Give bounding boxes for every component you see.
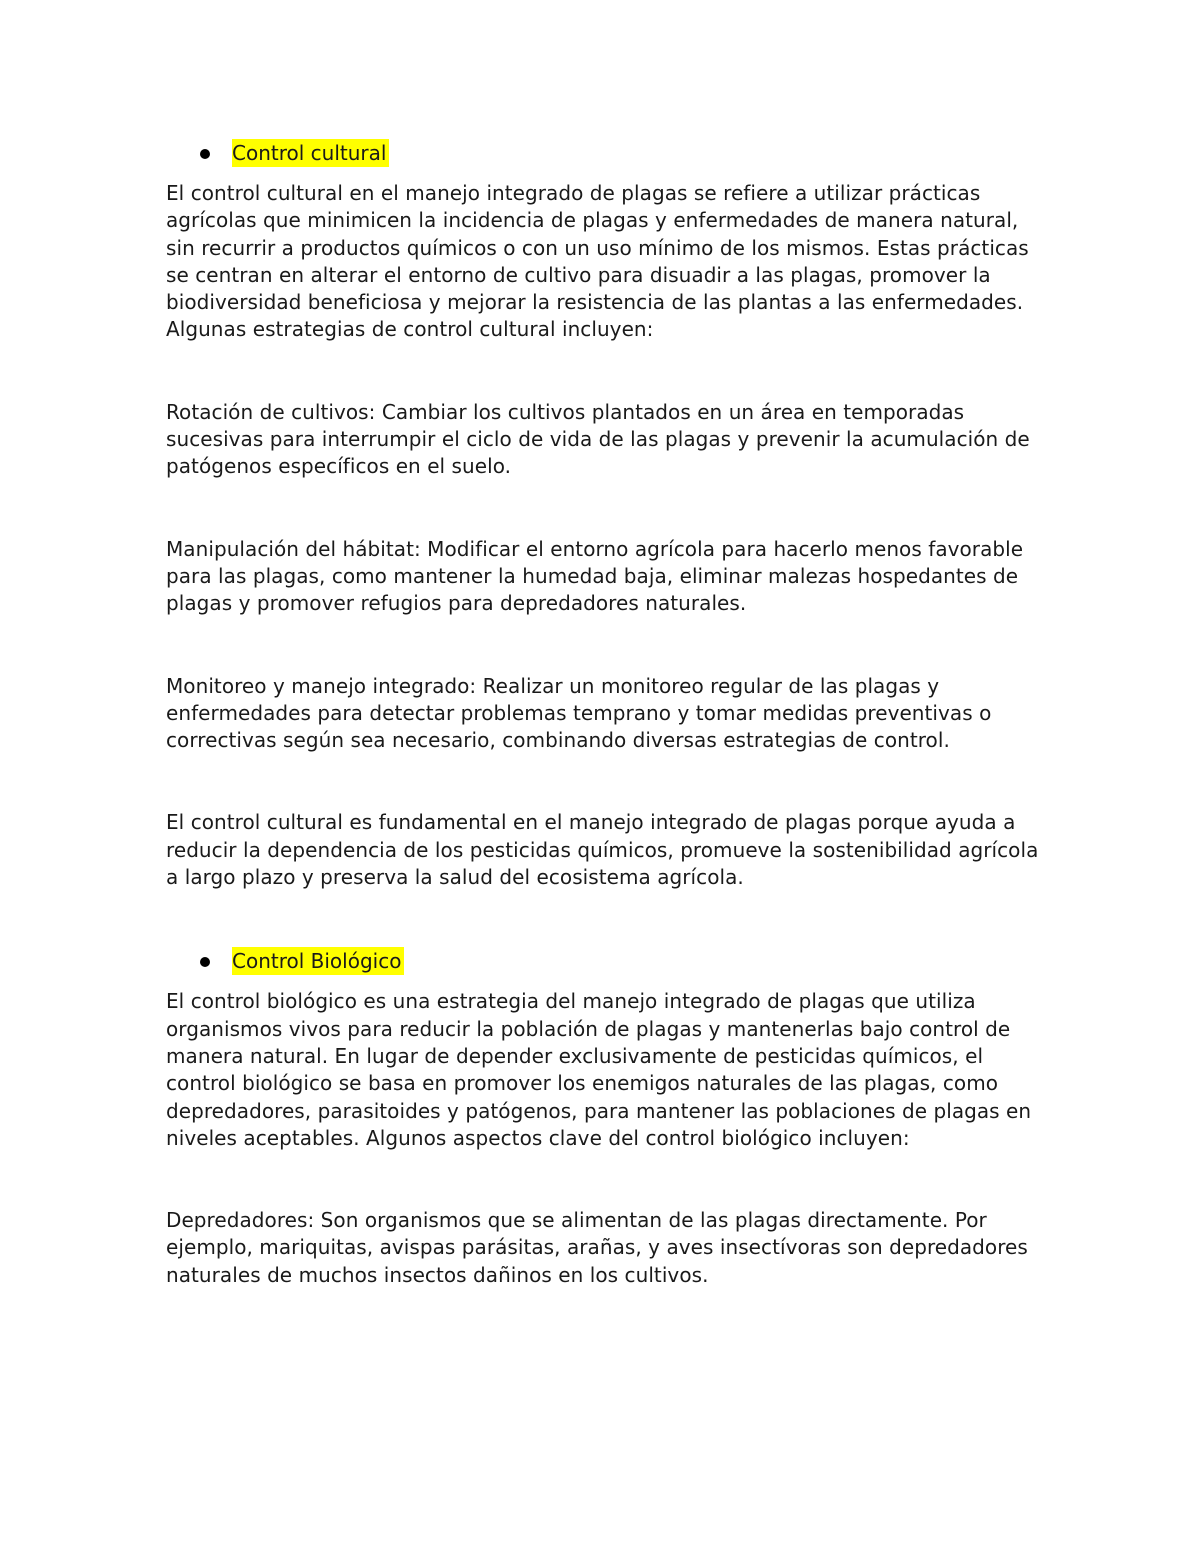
highlighted-heading: Control Biológico (232, 947, 404, 975)
bullet-icon (200, 957, 210, 967)
document-page (166, 138, 1046, 1289)
paragraph-intro-biologico: El control biológico es una estrategia del manejo integrado de plagas que utiliza organismos vivos para reducir la población de plagas y mantenerlas bajo control de manera natural. En lugar de depender exclusivamente de pesticidas químicos, el control biológico se basa en promover los enemigos naturales de las plagas, como depredadores, parasitoides y patógenos, para mantener las poblaciones de plagas en niveles aceptables. Algunos aspectos clave del control biológico incluyen: (166, 989, 1032, 1150)
section-heading-biologico (200, 946, 1046, 976)
highlighted-heading: Control cultural (232, 139, 389, 167)
paragraph-habitat: Manipulación del hábitat: Modificar el entorno agrícola para hacerlo menos favorable para las plagas, como mantener la humedad baja, eliminar malezas hospedantes de plagas y promover refugios para depredadores naturales. (166, 536, 1024, 616)
paragraph-monitoreo: Monitoreo y manejo integrado: Realizar un monitoreo regular de las plagas y enfermedades para detectar problemas temprano y tomar medidas preventivas o correctivas según sea necesario, combinando diversas estrategias de control. (166, 673, 992, 753)
paragraph-depredadores: Depredadores: Son organismos que se alimentan de las plagas directamente. Por ejemplo, mariquitas, avispas parásitas, arañas, y aves insectívoras son depredadores naturales de muchos insectos dañinos en los cultivos. (166, 1208, 1028, 1287)
paragraph-intro-cultural: El control cultural en el manejo integrado de plagas se refiere a utilizar prácticas agrícolas que minimicen la incidencia de plagas y enfermedades de manera natural, sin recurrir a productos químicos o con un uso mínimo de los mismos. Estas prácticas se centran en alterar el entorno de cultivo para disuadir a las plagas, promover la biodiversidad beneficiosa y mejorar la resistencia de las plantas a las enfermedades. Algunas estrategias de control cultural incluyen: (166, 181, 1029, 342)
section-heading-cultural (200, 138, 1046, 168)
bullet-icon (200, 149, 210, 159)
paragraph-rotacion: Rotación de cultivos: Cambiar los cultivos plantados en un área en temporadas sucesivas para interrumpir el ciclo de vida de las plagas y prevenir la acumulación de patógenos específicos en el suelo. (166, 399, 1030, 479)
paragraph-conclusion-cultural: El control cultural es fundamental en el manejo integrado de plagas porque ayuda a reducir la dependencia de los pesticidas químicos, promueve la sostenibilidad agrícola a largo plazo y preserva la salud del ecosistema agrícola. (166, 810, 1039, 890)
